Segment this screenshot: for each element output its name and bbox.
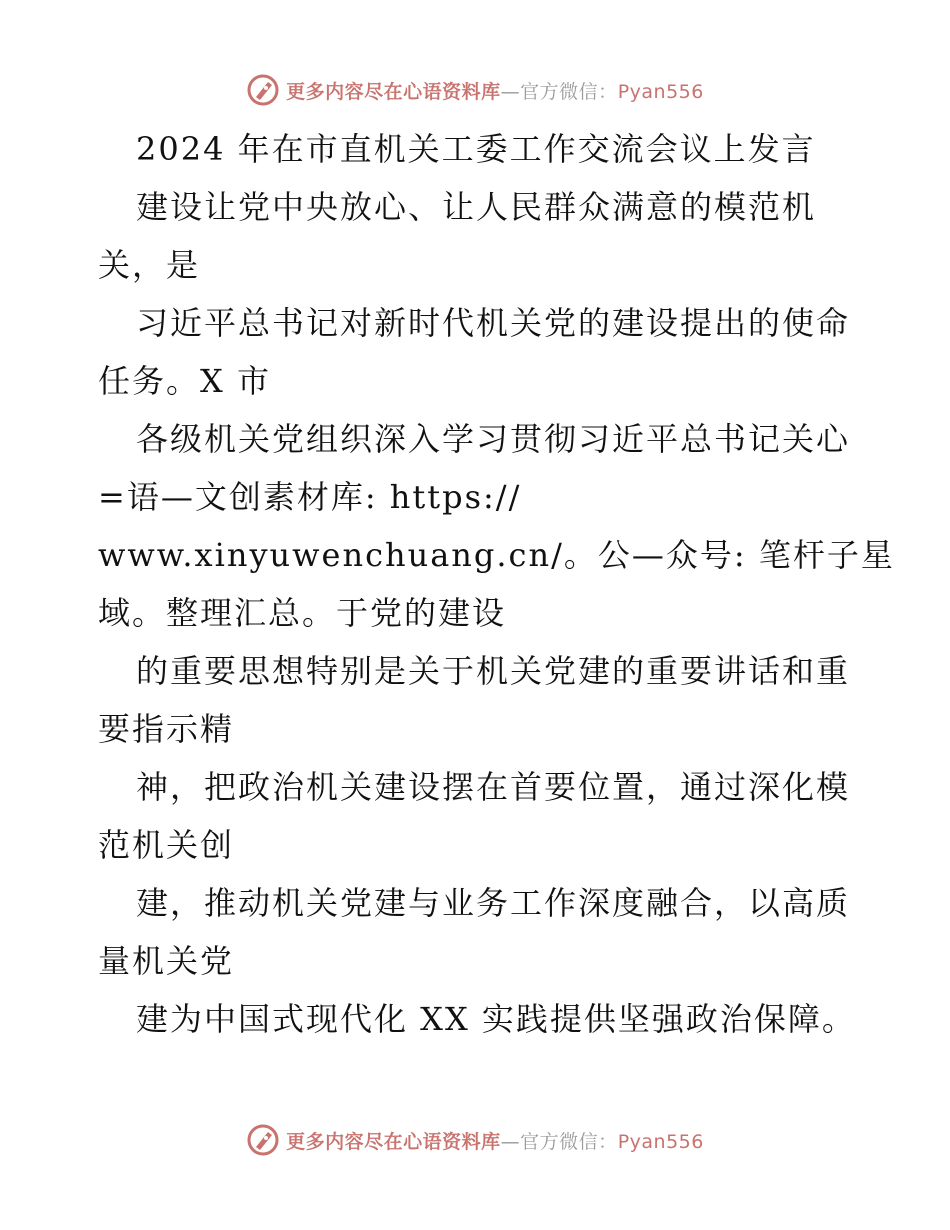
text-line: 各级机关党组织深入学习贯彻习近平总书记关心: [136, 420, 851, 458]
watermark-text: [286, 1127, 704, 1154]
pen-nib-circle-icon: [246, 73, 280, 107]
pen-nib-circle-icon: [246, 1123, 280, 1157]
text-line: 域。整理汇总。于党的建设: [98, 594, 507, 632]
text-line: 要指示精: [98, 710, 235, 748]
text-line: 建为中国式现代化 XX 实践提供坚强政治保障。: [136, 1000, 856, 1038]
document-title: 2024 年在市直机关工委工作交流会议上发言: [136, 130, 816, 168]
watermark-separator: —: [500, 1130, 521, 1153]
text-line: 习近平总书记对新时代机关党的建设提出的使命: [136, 304, 851, 342]
footer-watermark: [0, 1120, 950, 1160]
text-line: 建设让党中央放心、让人民群众满意的模范机: [136, 188, 817, 226]
watermark-id: Pyan556: [617, 1130, 704, 1153]
watermark-side: 官方微信：: [520, 80, 618, 103]
text-line: 的重要思想特别是关于机关党建的重要讲话和重: [136, 652, 851, 690]
watermark-separator: —: [500, 80, 521, 103]
text-line: 建，推动机关党建与业务工作深度融合，以高质: [136, 884, 851, 922]
text-line: 关，是: [98, 246, 201, 284]
watermark-id: Pyan556: [617, 80, 704, 103]
text-line: 量机关党: [98, 942, 235, 980]
header-watermark: [0, 70, 950, 110]
watermark-text: [286, 77, 704, 104]
text-line: 神，把政治机关建设摆在首要位置，通过深化模: [136, 768, 851, 806]
document-body: [98, 120, 895, 1048]
text-line: www.xinyuwenchuang.cn/。公—众号: 笔杆子星: [98, 536, 895, 574]
watermark-main: 更多内容尽在心语资料库: [286, 1130, 501, 1153]
watermark-main: 更多内容尽在心语资料库: [286, 80, 501, 103]
text-line: 任务。X 市: [98, 362, 271, 400]
watermark-side: 官方微信：: [520, 1130, 618, 1153]
text-line: =语—文创素材库: https://: [98, 478, 522, 516]
text-line: 范机关创: [98, 826, 235, 864]
